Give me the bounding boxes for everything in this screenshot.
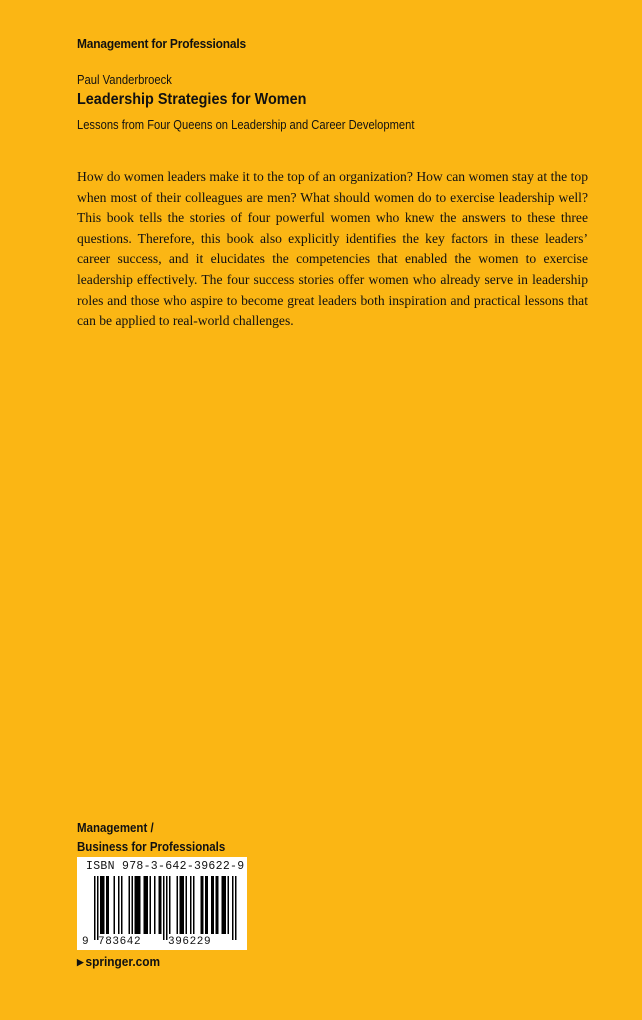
barcode-bar [135, 876, 137, 934]
barcode-bar [108, 876, 110, 934]
barcode-bar [225, 876, 227, 934]
barcode-bar [97, 876, 99, 940]
ean-right-digits: 396229 [168, 936, 212, 948]
barcode-bar [202, 876, 204, 934]
series-title: Management for Professionals [77, 36, 246, 51]
barcode-bar [121, 876, 123, 934]
barcode-bar [232, 876, 234, 940]
barcode-bar [106, 876, 108, 934]
book-subtitle: Lessons from Four Queens on Leadership and Career Development [77, 117, 415, 132]
barcode-bar [94, 876, 96, 940]
barcode-bar [211, 876, 213, 934]
barcode-bar [190, 876, 192, 934]
barcode-bar [163, 876, 165, 940]
barcode-bar [213, 876, 215, 934]
subject-category [77, 819, 225, 857]
category-line-1: Management / [77, 821, 154, 835]
barcode-bar [223, 876, 225, 934]
barcode-bar [102, 876, 104, 934]
barcode-bar [169, 876, 171, 934]
barcode-bar [235, 876, 237, 940]
barcode-bar [193, 876, 195, 934]
barcode-bar [217, 876, 219, 934]
barcode-bar [145, 876, 147, 934]
barcode-bar [144, 876, 146, 934]
barcode-bar [114, 876, 116, 934]
website-label: springer.com [85, 955, 161, 969]
barcode-bar [222, 876, 224, 934]
barcode-bar [228, 876, 230, 934]
barcode-bar [205, 876, 207, 934]
ean-digits [77, 936, 247, 950]
ean-left-digits: 783642 [98, 936, 142, 948]
barcode-bar [216, 876, 218, 934]
barcode-bar [136, 876, 138, 934]
barcode-bar [177, 876, 179, 934]
barcode-bar [181, 876, 183, 934]
barcode-bar [132, 876, 134, 934]
category-line-2: Business for Professionals [77, 840, 226, 854]
barcode-bar [180, 876, 182, 934]
author-name: Paul Vanderbroeck [77, 73, 172, 87]
barcode-bar [138, 876, 140, 934]
ean-first-digit: 9 [82, 936, 89, 948]
barcode-bar [201, 876, 203, 934]
barcode-bar [183, 876, 185, 934]
isbn-label: ISBN 978-3-642-39622-9 [86, 860, 245, 873]
barcode-bar [166, 876, 168, 940]
barcode-bar [154, 876, 156, 934]
barcode-bar [129, 876, 131, 934]
book-title: Leadership Strategies for Women [77, 91, 307, 108]
barcode-bar [150, 876, 152, 934]
barcode-bar [139, 876, 141, 934]
barcode-bar [186, 876, 188, 934]
barcode-bar [160, 876, 162, 934]
book-description: How do women leaders make it to the top of an organization? How can women stay at the top when most of their colleagues are men? What should women do to exercise leadership well? This book tells the stories of four powerful women who knew the answers to these three questions. Therefore, this book also explicitly identifies the key factors in these leaders’ career success, and it elucidates the competencies that enabled the women to exercise leadership effectively. The four success stories offer women who already serve in leadership roles and those who aspire to become great leaders both inspiration and practical lessons that can be applied to real-world challenges. [77, 169, 588, 329]
publisher-website[interactable] [77, 955, 160, 969]
barcode-bar [100, 876, 102, 934]
barcode-bar [118, 876, 120, 934]
barcode-bar [103, 876, 105, 934]
barcode-bar [147, 876, 149, 934]
triangle-right-icon: ▶ [77, 957, 84, 967]
barcode-bar [159, 876, 161, 934]
barcode-bar [207, 876, 209, 934]
isbn-barcode [77, 857, 247, 950]
